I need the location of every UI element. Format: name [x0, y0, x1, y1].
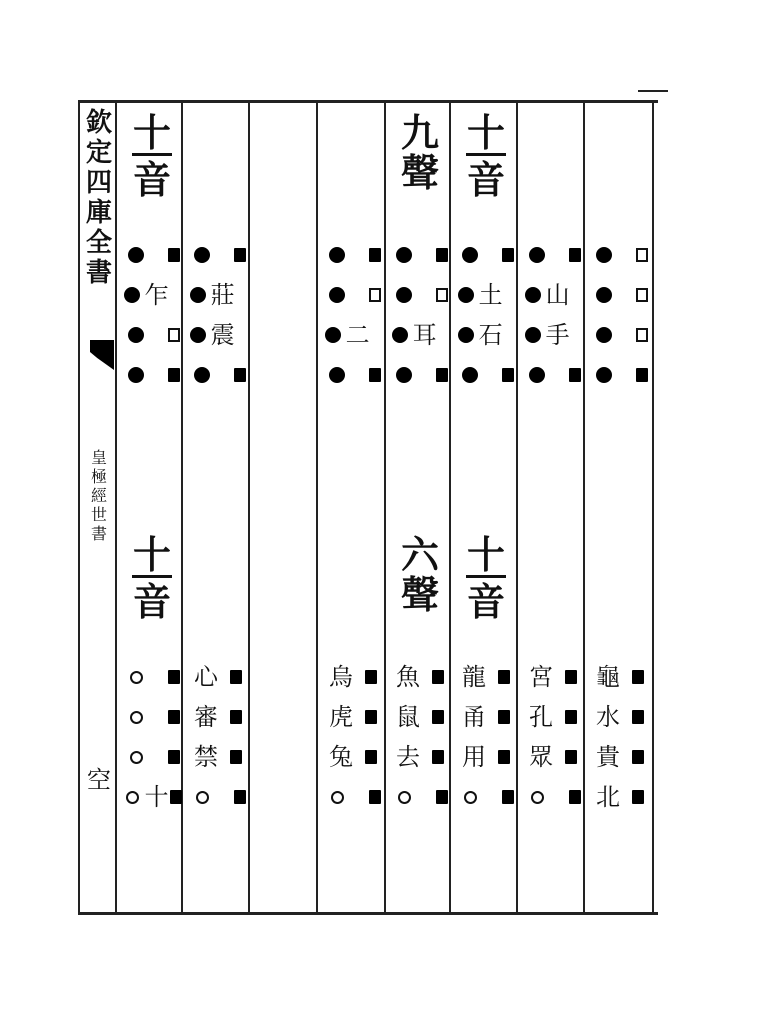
table-row [321, 697, 385, 737]
top-group [388, 235, 452, 395]
table-row [120, 777, 184, 817]
filled-circle-mark [329, 287, 345, 303]
filled-square-mark [432, 750, 444, 764]
table-row [321, 315, 385, 355]
filled-square-mark [436, 248, 448, 262]
table-row [388, 697, 452, 737]
filled-square-mark [168, 670, 180, 684]
character-cell: 手 [545, 321, 570, 349]
table-row [186, 275, 250, 315]
table-row [388, 235, 452, 275]
table-row [454, 777, 518, 817]
open-square-mark [436, 288, 448, 302]
filled-square-mark [369, 368, 381, 382]
filled-square-mark [234, 790, 246, 804]
character-cell: 土 [478, 281, 503, 309]
filled-circle-mark [392, 327, 408, 343]
character-cell: 魚 [396, 663, 420, 691]
filled-square-mark [230, 710, 242, 724]
filled-square-mark [365, 670, 377, 684]
character-cell: 貴 [596, 743, 620, 771]
table-row [120, 697, 184, 737]
filled-square-mark [502, 248, 514, 262]
table-row [321, 737, 385, 777]
table-column [454, 105, 514, 913]
character-cell: 去 [396, 743, 420, 771]
filled-square-mark [230, 750, 242, 764]
filled-circle-mark [525, 327, 541, 343]
heading-char: 聲 [400, 150, 439, 195]
character-cell: 水 [596, 703, 620, 731]
top-group [521, 235, 585, 395]
table-row [521, 315, 585, 355]
heading-char: 音 [132, 157, 171, 202]
filled-square-mark [565, 710, 577, 724]
character-cell: 北 [596, 783, 620, 811]
character-cell: 宮 [529, 663, 553, 691]
filled-circle-mark [190, 327, 206, 343]
bottom-group [588, 657, 652, 817]
character-cell: 乍 [144, 281, 169, 309]
table-row [120, 657, 184, 697]
table-row [588, 737, 652, 777]
filled-circle-mark [462, 367, 478, 383]
character-cell: 鼠 [396, 703, 420, 731]
table-row [388, 657, 452, 697]
top-group [588, 235, 652, 395]
top-heading [388, 110, 452, 195]
heading-char: 音 [466, 579, 505, 624]
filled-square-mark [498, 710, 510, 724]
filled-square-mark [432, 670, 444, 684]
filled-circle-mark [329, 367, 345, 383]
heading-char: 十 [132, 532, 171, 577]
table-row [321, 235, 385, 275]
table-row [186, 355, 250, 395]
open-circle-mark [130, 711, 143, 724]
table-row [588, 657, 652, 697]
filled-square-mark [230, 670, 242, 684]
table-row [588, 235, 652, 275]
filled-circle-mark [525, 287, 541, 303]
table-row [186, 235, 250, 275]
table-row [521, 777, 585, 817]
filled-square-mark [168, 750, 180, 764]
table-row [120, 315, 184, 355]
filled-square-mark [632, 670, 644, 684]
table-row [388, 355, 452, 395]
filled-square-mark [636, 368, 648, 382]
open-circle-mark [196, 791, 209, 804]
heading-char: 十 [466, 532, 505, 577]
table-row [186, 777, 250, 817]
character-cell: 甬 [462, 703, 486, 731]
heading-char: 十 [132, 110, 171, 155]
filled-circle-mark [596, 367, 612, 383]
table-column [521, 105, 581, 913]
character-cell: 眾 [529, 743, 553, 771]
filled-circle-mark [458, 287, 474, 303]
table-row [588, 275, 652, 315]
filled-circle-mark [462, 247, 478, 263]
filled-square-mark [632, 790, 644, 804]
heading-char: 音 [466, 157, 505, 202]
filled-circle-mark [128, 327, 144, 343]
top-group [454, 235, 518, 395]
open-circle-mark [130, 671, 143, 684]
heading-char: 音 [132, 579, 171, 624]
character-cell: 二 [345, 321, 370, 349]
table-row [521, 657, 585, 697]
table-row [521, 235, 585, 275]
table-column [120, 105, 180, 913]
filled-square-mark [432, 710, 444, 724]
bottom-heading [388, 532, 452, 617]
table-row [120, 275, 184, 315]
filled-circle-mark [124, 287, 140, 303]
open-circle-mark [126, 791, 139, 804]
character-cell: 禁 [194, 743, 218, 771]
table-row [120, 355, 184, 395]
open-square-mark [636, 328, 648, 342]
bottom-group [454, 657, 518, 817]
filled-square-mark [632, 750, 644, 764]
filled-circle-mark [194, 367, 210, 383]
table-row [521, 355, 585, 395]
filled-circle-mark [396, 287, 412, 303]
filled-square-mark [569, 248, 581, 262]
filled-circle-mark [329, 247, 345, 263]
filled-square-mark [498, 750, 510, 764]
filled-circle-mark [396, 367, 412, 383]
table-column [186, 105, 246, 913]
table-row [321, 657, 385, 697]
filled-square-mark [365, 750, 377, 764]
open-circle-mark [398, 791, 411, 804]
filled-square-mark [565, 670, 577, 684]
table-row [521, 697, 585, 737]
corner-mark [638, 90, 668, 92]
heading-char: 聲 [400, 572, 439, 617]
open-circle-mark [464, 791, 477, 804]
filled-square-mark [502, 790, 514, 804]
top-group [321, 235, 385, 395]
table-row [521, 275, 585, 315]
filled-circle-mark [529, 367, 545, 383]
folio-number: 空 [87, 766, 111, 794]
open-square-mark [369, 288, 381, 302]
column-divider [316, 100, 318, 915]
bottom-group [388, 657, 452, 817]
table-row [454, 275, 518, 315]
top-heading [454, 110, 518, 202]
bottom-group [521, 657, 585, 817]
filled-circle-mark [596, 327, 612, 343]
filled-square-mark [502, 368, 514, 382]
character-cell: 耳 [412, 321, 437, 349]
table-row [454, 657, 518, 697]
character-cell: 震 [210, 321, 235, 349]
filled-square-mark [168, 248, 180, 262]
filled-circle-mark [190, 287, 206, 303]
table-row [521, 737, 585, 777]
column-divider [115, 100, 117, 915]
character-cell: 虎 [329, 703, 353, 731]
filled-circle-mark [325, 327, 341, 343]
character-cell: 龜 [596, 663, 620, 691]
top-border [78, 100, 658, 103]
table-row [588, 355, 652, 395]
filled-circle-mark [596, 287, 612, 303]
table-row [454, 737, 518, 777]
filled-circle-mark [529, 247, 545, 263]
table-row [120, 737, 184, 777]
open-square-mark [168, 328, 180, 342]
character-cell: 山 [545, 281, 570, 309]
filled-square-mark [168, 368, 180, 382]
table-row [388, 777, 452, 817]
table-row [454, 355, 518, 395]
character-cell: 龍 [462, 663, 486, 691]
character-cell: 用 [462, 743, 486, 771]
margin-chapter-title: 皇極經世書 [90, 448, 107, 543]
filled-square-mark [436, 790, 448, 804]
table-row [454, 315, 518, 355]
character-cell: 烏 [329, 663, 353, 691]
top-group [120, 235, 184, 395]
filled-square-mark [168, 710, 180, 724]
margin-book-title: 欽定四庫全書 [86, 108, 113, 288]
table-row [321, 777, 385, 817]
heading-char: 九 [400, 110, 439, 155]
filled-square-mark [498, 670, 510, 684]
table-column [588, 105, 648, 913]
table-row [186, 737, 250, 777]
filled-square-mark [569, 790, 581, 804]
character-cell: 兔 [329, 743, 353, 771]
table-row [588, 697, 652, 737]
table-row [454, 235, 518, 275]
filled-square-mark [234, 248, 246, 262]
outer-left-border [78, 100, 80, 915]
open-square-mark [636, 248, 648, 262]
open-circle-mark [130, 751, 143, 764]
bottom-group [186, 657, 250, 817]
character-cell: 心 [194, 663, 218, 691]
outer-right-border [652, 100, 654, 915]
filled-square-mark [170, 790, 182, 804]
heading-char: 十 [466, 110, 505, 155]
fishtail-mark [90, 340, 114, 370]
table-row [120, 235, 184, 275]
filled-square-mark [234, 368, 246, 382]
filled-square-mark [365, 710, 377, 724]
top-heading [120, 110, 184, 202]
table-row [388, 275, 452, 315]
filled-circle-mark [128, 247, 144, 263]
character-cell: 孔 [529, 703, 553, 731]
table-row [321, 355, 385, 395]
filled-circle-mark [458, 327, 474, 343]
character-cell: 審 [194, 703, 218, 731]
filled-circle-mark [128, 367, 144, 383]
table-row [388, 737, 452, 777]
table-row [454, 697, 518, 737]
filled-square-mark [569, 368, 581, 382]
open-circle-mark [331, 791, 344, 804]
filled-circle-mark [396, 247, 412, 263]
heading-char: 六 [400, 532, 439, 577]
bottom-group [120, 657, 184, 817]
open-square-mark [636, 288, 648, 302]
filled-circle-mark [194, 247, 210, 263]
table-column [321, 105, 381, 913]
table-column [388, 105, 448, 913]
character-cell: 莊 [210, 281, 235, 309]
table-row [588, 315, 652, 355]
filled-square-mark [369, 790, 381, 804]
bottom-group [321, 657, 385, 817]
table-row [186, 657, 250, 697]
filled-square-mark [436, 368, 448, 382]
filled-circle-mark [596, 247, 612, 263]
bottom-heading [120, 532, 184, 624]
character-cell: 十 [144, 783, 169, 811]
table-column [253, 105, 313, 913]
table-row [186, 697, 250, 737]
open-circle-mark [531, 791, 544, 804]
filled-square-mark [632, 710, 644, 724]
bottom-heading [454, 532, 518, 624]
table-row [588, 777, 652, 817]
table-row [388, 315, 452, 355]
character-cell: 石 [478, 321, 503, 349]
filled-square-mark [565, 750, 577, 764]
filled-square-mark [369, 248, 381, 262]
table-row [321, 275, 385, 315]
table-row [186, 315, 250, 355]
top-group [186, 235, 250, 395]
